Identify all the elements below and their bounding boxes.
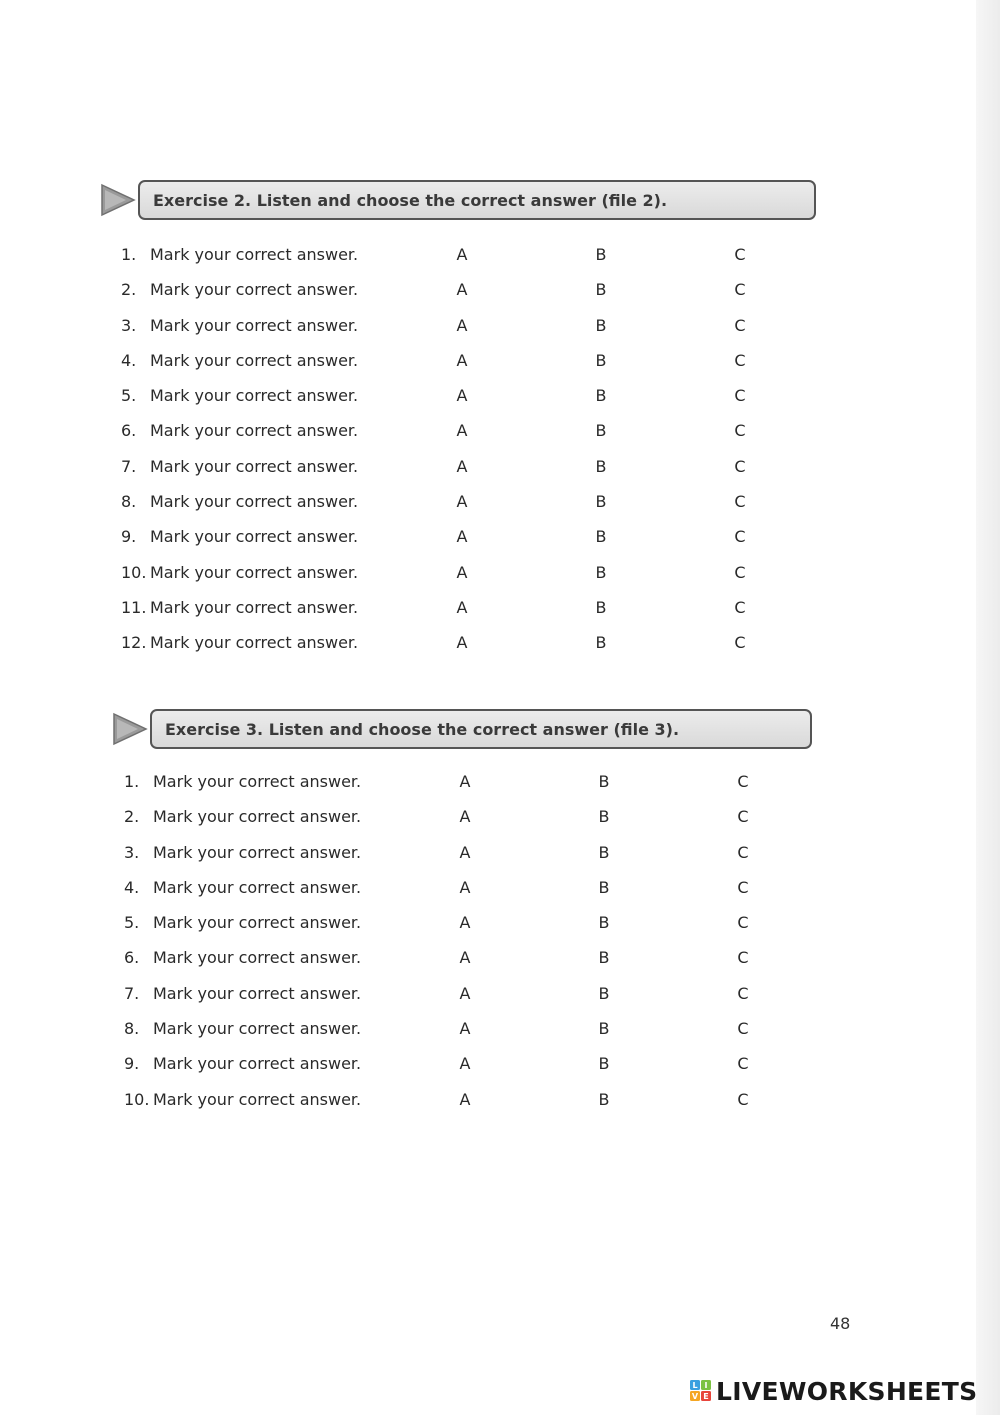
option-b[interactable]: B bbox=[595, 280, 607, 300]
option-c[interactable]: C bbox=[734, 350, 746, 370]
question-text: Mark your correct answer. bbox=[153, 842, 362, 862]
question-row bbox=[124, 1054, 764, 1089]
option-a[interactable]: A bbox=[456, 315, 468, 335]
option-a[interactable]: A bbox=[456, 562, 468, 582]
question-number: 11. bbox=[121, 597, 147, 617]
option-a[interactable]: A bbox=[459, 877, 471, 897]
option-a[interactable]: A bbox=[456, 350, 468, 370]
option-a[interactable]: A bbox=[456, 597, 468, 617]
question-number: 10. bbox=[124, 1089, 150, 1109]
option-a[interactable]: A bbox=[456, 386, 468, 406]
option-b[interactable]: B bbox=[598, 807, 610, 827]
question-row bbox=[121, 316, 761, 351]
option-c[interactable]: C bbox=[737, 877, 749, 897]
option-a[interactable]: A bbox=[456, 421, 468, 441]
option-c[interactable]: C bbox=[734, 386, 746, 406]
question-text: Mark your correct answer. bbox=[153, 877, 362, 897]
question-row bbox=[124, 878, 764, 913]
exercise-2-title: Exercise 2. Listen and choose the correct answer (file 2). bbox=[138, 180, 816, 220]
question-text: Mark your correct answer. bbox=[150, 315, 359, 335]
option-b[interactable]: B bbox=[598, 1054, 610, 1074]
question-text: Mark your correct answer. bbox=[150, 280, 359, 300]
question-number: 12. bbox=[121, 633, 147, 653]
option-c[interactable]: C bbox=[734, 597, 746, 617]
option-c[interactable]: C bbox=[734, 456, 746, 476]
question-text: Mark your correct answer. bbox=[153, 772, 362, 791]
option-b[interactable]: B bbox=[598, 772, 610, 791]
option-c[interactable]: C bbox=[737, 807, 749, 827]
question-row bbox=[121, 492, 761, 527]
option-b[interactable]: B bbox=[595, 350, 607, 370]
option-c[interactable]: C bbox=[737, 1019, 749, 1039]
option-a[interactable]: A bbox=[459, 842, 471, 862]
option-b[interactable]: B bbox=[595, 421, 607, 441]
liveworksheets-logo-icon bbox=[690, 1380, 712, 1402]
question-number: 6. bbox=[124, 948, 140, 968]
question-text: Mark your correct answer. bbox=[150, 492, 359, 512]
option-c[interactable]: C bbox=[737, 948, 749, 968]
question-text: Mark your correct answer. bbox=[150, 456, 359, 476]
question-row bbox=[124, 1019, 764, 1054]
option-c[interactable]: C bbox=[737, 842, 749, 862]
question-row bbox=[124, 1090, 764, 1125]
question-text: Mark your correct answer. bbox=[150, 597, 359, 617]
option-b[interactable]: B bbox=[595, 386, 607, 406]
exercise-3-question-list bbox=[124, 772, 764, 1125]
question-row bbox=[121, 457, 761, 492]
option-a[interactable]: A bbox=[456, 280, 468, 300]
question-text: Mark your correct answer. bbox=[150, 245, 359, 264]
question-text: Mark your correct answer. bbox=[153, 913, 362, 933]
option-c[interactable]: C bbox=[737, 983, 749, 1003]
option-a[interactable]: A bbox=[459, 772, 471, 791]
question-text: Mark your correct answer. bbox=[150, 350, 359, 370]
question-text: Mark your correct answer. bbox=[150, 562, 359, 582]
question-number: 4. bbox=[124, 877, 140, 897]
option-b[interactable]: B bbox=[595, 633, 607, 653]
question-number: 2. bbox=[121, 280, 137, 300]
question-text: Mark your correct answer. bbox=[153, 983, 362, 1003]
option-a[interactable]: A bbox=[459, 1089, 471, 1109]
question-row bbox=[121, 598, 761, 633]
question-row bbox=[121, 633, 761, 668]
option-b[interactable]: B bbox=[598, 913, 610, 933]
option-b[interactable]: B bbox=[595, 597, 607, 617]
page-number: 48 bbox=[830, 1314, 851, 1333]
question-number: 1. bbox=[121, 245, 137, 264]
question-number: 5. bbox=[124, 913, 140, 933]
question-row bbox=[124, 913, 764, 948]
question-number: 7. bbox=[124, 983, 140, 1003]
option-b[interactable]: B bbox=[595, 492, 607, 512]
question-row bbox=[121, 280, 761, 315]
question-number: 1. bbox=[124, 772, 140, 791]
question-text: Mark your correct answer. bbox=[150, 527, 359, 547]
play-arrow-icon bbox=[112, 711, 148, 747]
question-row bbox=[124, 772, 764, 807]
scan-edge-shadow bbox=[976, 0, 1000, 1415]
question-number: 2. bbox=[124, 807, 140, 827]
option-c[interactable]: C bbox=[734, 492, 746, 512]
question-row bbox=[124, 948, 764, 983]
option-c[interactable]: C bbox=[737, 772, 749, 791]
question-number: 7. bbox=[121, 456, 137, 476]
option-a[interactable]: A bbox=[456, 456, 468, 476]
question-number: 8. bbox=[121, 492, 137, 512]
option-c[interactable]: C bbox=[734, 527, 746, 547]
exercise-3-title: Exercise 3. Listen and choose the correct answer (file 3). bbox=[150, 709, 812, 749]
question-number: 4. bbox=[121, 350, 137, 370]
exercise-2-header bbox=[100, 180, 816, 220]
question-text: Mark your correct answer. bbox=[150, 633, 359, 653]
option-a[interactable]: A bbox=[459, 913, 471, 933]
option-b[interactable]: B bbox=[598, 877, 610, 897]
question-text: Mark your correct answer. bbox=[150, 421, 359, 441]
question-text: Mark your correct answer. bbox=[153, 1054, 362, 1074]
logo-letter: L bbox=[692, 1381, 698, 1391]
option-c[interactable]: C bbox=[734, 421, 746, 441]
option-c[interactable]: C bbox=[734, 245, 746, 264]
option-a[interactable]: A bbox=[456, 492, 468, 512]
option-a[interactable]: A bbox=[456, 633, 468, 653]
question-row bbox=[124, 843, 764, 878]
option-a[interactable]: A bbox=[459, 1054, 471, 1074]
question-row bbox=[121, 421, 761, 456]
option-c[interactable]: C bbox=[737, 913, 749, 933]
option-c[interactable]: C bbox=[734, 315, 746, 335]
logo-letter: V bbox=[691, 1392, 699, 1402]
option-c[interactable]: C bbox=[734, 562, 746, 582]
play-arrow-icon bbox=[100, 182, 136, 218]
option-b[interactable]: B bbox=[598, 1089, 610, 1109]
option-c[interactable]: C bbox=[734, 280, 746, 300]
logo-letter: E bbox=[703, 1392, 709, 1402]
option-a[interactable]: A bbox=[459, 1019, 471, 1039]
question-text: Mark your correct answer. bbox=[153, 948, 362, 968]
question-text: Mark your correct answer. bbox=[153, 807, 362, 827]
question-row bbox=[121, 245, 761, 280]
question-number: 9. bbox=[121, 527, 137, 547]
question-number: 8. bbox=[124, 1019, 140, 1039]
option-b[interactable]: B bbox=[595, 245, 607, 264]
option-b[interactable]: B bbox=[598, 1019, 610, 1039]
question-text: Mark your correct answer. bbox=[153, 1089, 362, 1109]
option-c[interactable]: C bbox=[737, 1089, 749, 1109]
option-b[interactable]: B bbox=[595, 527, 607, 547]
option-a[interactable]: A bbox=[459, 983, 471, 1003]
question-number: 6. bbox=[121, 421, 137, 441]
option-b[interactable]: B bbox=[595, 562, 607, 582]
question-number: 5. bbox=[121, 386, 137, 406]
option-b[interactable]: B bbox=[595, 315, 607, 335]
question-row bbox=[124, 984, 764, 1019]
option-b[interactable]: B bbox=[595, 456, 607, 476]
question-row bbox=[121, 386, 761, 421]
option-c[interactable]: C bbox=[734, 633, 746, 653]
option-c[interactable]: C bbox=[737, 1054, 749, 1074]
question-number: 10. bbox=[121, 562, 147, 582]
option-a[interactable]: A bbox=[456, 527, 468, 547]
question-text: Mark your correct answer. bbox=[150, 386, 359, 406]
option-a[interactable]: A bbox=[459, 807, 471, 827]
option-a[interactable]: A bbox=[456, 245, 468, 264]
question-row bbox=[121, 351, 761, 386]
option-b[interactable]: B bbox=[598, 983, 610, 1003]
question-number: 3. bbox=[121, 315, 137, 335]
logo-letter: I bbox=[704, 1381, 708, 1391]
liveworksheets-brand bbox=[690, 1374, 977, 1408]
question-number: 3. bbox=[124, 842, 140, 862]
question-row bbox=[121, 527, 761, 562]
exercise-2-question-list bbox=[121, 245, 761, 669]
option-b[interactable]: B bbox=[598, 842, 610, 862]
option-a[interactable]: A bbox=[459, 948, 471, 968]
question-number: 9. bbox=[124, 1054, 140, 1074]
exercise-3-header bbox=[112, 709, 812, 749]
question-row bbox=[124, 807, 764, 842]
option-b[interactable]: B bbox=[598, 948, 610, 968]
question-row bbox=[121, 563, 761, 598]
question-text: Mark your correct answer. bbox=[153, 1019, 362, 1039]
brand-name: LIVEWORKSHEETS bbox=[716, 1376, 978, 1406]
